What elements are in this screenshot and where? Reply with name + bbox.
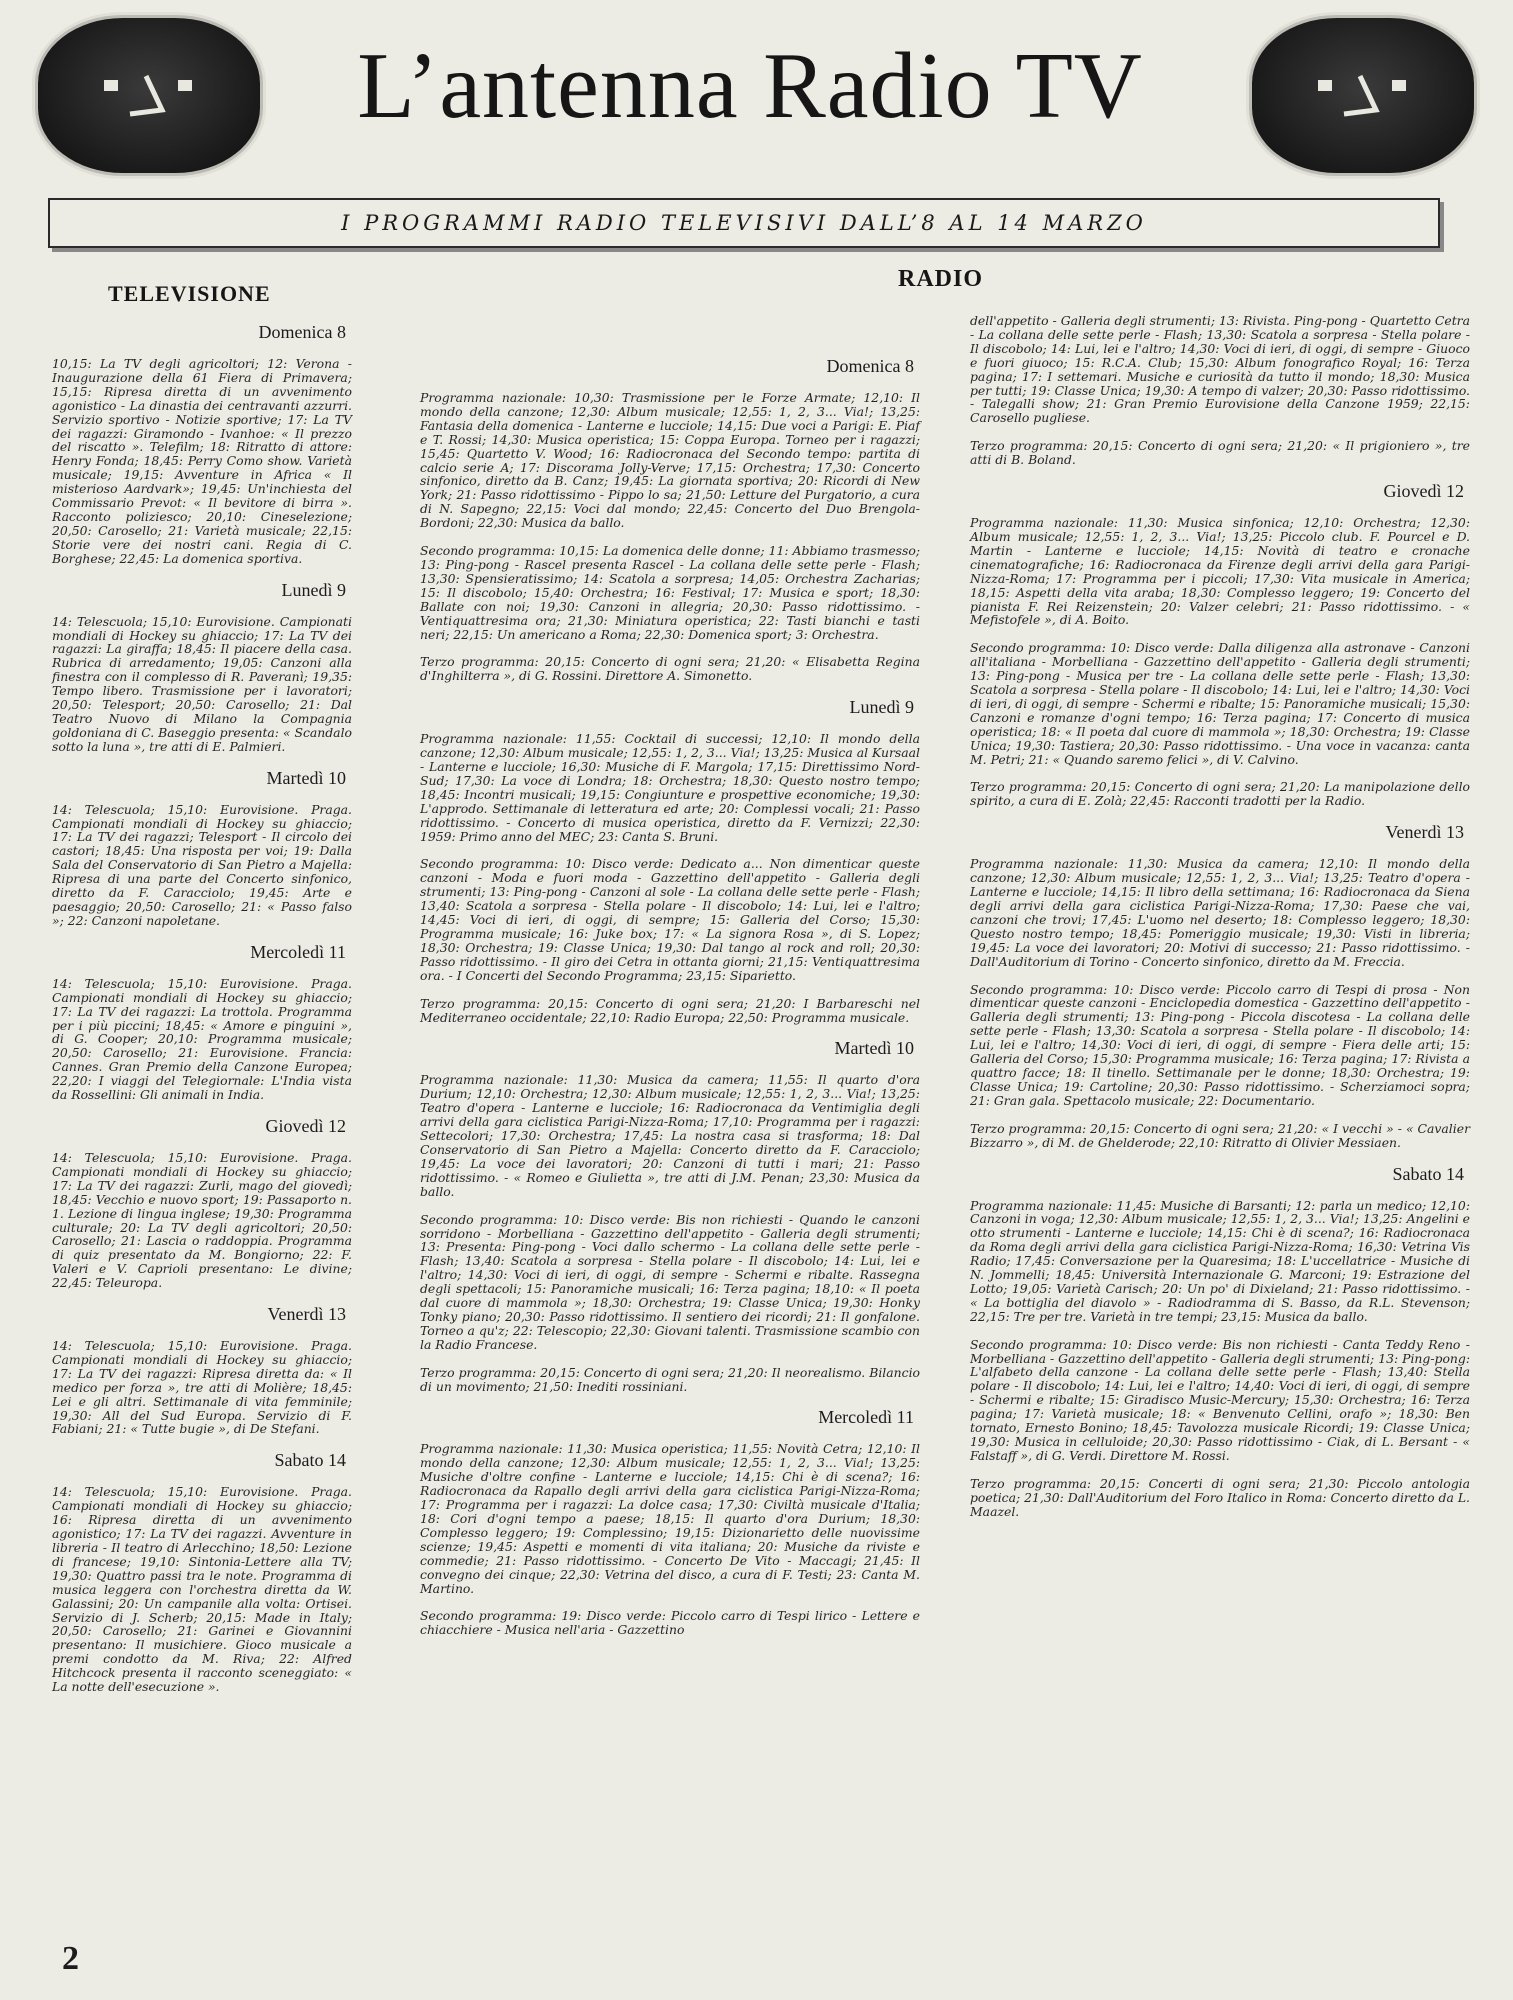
day-heading: Mercoledì 11: [818, 1407, 914, 1428]
program-listing: Terzo programma: 20,15: Concerto di ogni sera; 21,20: « I vecchi » - « Cavalier Bizzarro », di M. de Ghelderode; 22,10: Ritratto di Olivier Messiaen.: [970, 1120, 1470, 1150]
program-listing: 14: Telescuola; 15,10: Eurovisione. Praga. Campionati mondiali di Hockey su ghiaccio; 17: La TV dei ragazzi: Zurli, mago del giovedì; 18,45: Vecchio e nuovo sport; 19: Passaporto n. 1. Lezione di lingua inglese; 19,30: Programma culturale; 20: La TV degli agricoltori; 20,50: Carosello; 21: Lascia o raddoppia. Programma di quiz presentato da M. Bongiorno; 22: F. Valeri e V. Caprioli presentano: Le divine; 22,45: Teleuropa.: [52, 1149, 352, 1291]
program-listing: Secondo programma: 19: Disco verde: Piccolo carro di Tespi lirico - Lettere e chiacchiere - Musica nell'aria - Gazzettino: [420, 1608, 920, 1638]
program-listing: Secondo programma: 10,15: La domenica delle donne; 11: Abbiamo trasmesso; 13: Ping-pong - Rascel presenta Rascel - La collana delle sette perle - Flash; 13,30: Spensieratissimo; 14: Scatola a sorpresa; 14,05: Orchestra Zacharias; 15: Il discobolo; 15,40: Orchestra; 16: Festival; 17: Musica e sport; 18,30: Ballate con noi; 19,30: Canzoni in allegria; 20,30: Passo ridottissimo. - Ventiquattresima ora; 21,30: Miniatura operistica; 22: Tasti bianchi e tasti neri; 22,15: Un americano a Roma; 22,30: Domenica sport; 3: Orchestra.: [420, 543, 920, 642]
day-heading: Venerdì 13: [1385, 822, 1464, 843]
program-listing: Terzo programma: 20,15: Concerto di ogni sera; 21,20: Il neorealismo. Bilancio di un movimento; 21,50: Inediti rossiniani.: [420, 1364, 920, 1394]
day-heading: Martedì 10: [834, 1038, 914, 1059]
program-listing: Terzo programma: 20,15: Concerto di ogni sera; 21,20: « Elisabetta Regina d'Inghilterra », di G. Rossini. Direttore A. Simonetto.: [420, 654, 920, 684]
program-listing: Terzo programma: 20,15: Concerto di ogni sera; 21,20: « Il prigioniero », tre atti di B. Boland.: [970, 438, 1470, 468]
program-listing: Secondo programma: 10: Disco verde: Bis non richiesti - Quando le canzoni sorridono - Morbelliana - Gazzettino dell'appetito - Galleria degli strumenti; 13: Presenta: Ping-pong - Voci dallo schermo - La collana delle sette perle - Flash; 13,40: Scatola a sorpresa - Stella polare - Il discobolo; 14: Lui, lei e l'altro; 14,30: Voci di ieri, di oggi, di sempre - Schermi e ribalte. Rassegna degli spettacoli; 15: Panoramiche musicali; 16: Terza pagina; 18,10: « Il poeta dal cuore di mammola »; 18,30: Orchestra; 19: Classe Unica; 19,30: Honky Tonky piano; 20,30: Passo ridottissimo. Il sentiero dei ricordi; 21: Il gonfalone. Torneo a qu'z; 22: Telescopio; 22,30: Giovani talenti. Trasmissione scambio con la Radio Francese.: [420, 1211, 920, 1352]
program-listing: Secondo programma: 10: Disco verde: Dedicato a... Non dimenticar queste canzoni - Moda e fuori moda - Gazzettino dell'appetito - Galleria degli strumenti; 13: Ping-pong - Canzoni al sole - La collana delle sette perle - Flash; 13,40: Scatola a sorpresa - Stella polare - Il discobolo; 14: Lui, lei e l'altro; 14,45: Voci di ieri, di oggi, di sempre; 15: Galleria del Corso; 15,30: Programma musicale; 16: Juke box; 17: « La signora Rosa », di S. Lopez; 18,30: Orchestra; 19: Classe Unica; 19,30: Dal tango al rock and roll; 20,30: Passo ridottissimo. - Il giro dei Cetra in ottanta giorni; 21,15: Ventiquattresima ora. - I Concerti del Secondo Programma; 23,15: Siparietto.: [420, 856, 920, 983]
program-listing: Programma nazionale: 11,30: Musica da camera; 11,55: Il quarto d'ora Durium; 12,10: Orchestra; 12,30: Album musicale; 12,55: 1, 2, 3... Via!; 13,25: Teatro d'opera - Lanterne e lucciole; 16: Radiocronaca da Ventimiglia degli arrivi della gara ciclistica Parigi-Nizza-Roma; 17,10: Programma per i ragazzi: Settecolori; 17,30: Orchestra; 17,45: La nostra casa si trasforma; 18: Dal Conservatorio di San Pietro a Majella: Concerto diretto da F. Caracciolo; 19,45: La voce dei lavoratori; 20: Canzoni di tutti i mari; 21: Passo ridottissimo. - « Romeo e Giulietta », tre atti di J.M. Penan; 23,30: Musica da ballo.: [420, 1072, 920, 1199]
program-listing: 14: Telescuola; 15,10: Eurovisione. Praga. Campionati mondiali di Hockey su ghiaccio; 17: La TV dei ragazzi: La trottola. Programma per i più piccini; 18,45: « Amore e pinguini », di G. Cooper; 20,10: Programma musicale; 20,50: Carosello; 21: Eurovisione. Francia: Cannes. Gran Premio della Canzone Europea; 22,20: I viaggi del Telegiornale: L'India vista da Rossellini: Gli animali in India.: [52, 975, 352, 1103]
program-listing: 10,15: La TV degli agricoltori; 12: Verona - Inaugurazione della 61 Fiera di Primavera; 15,15: Ripresa diretta di un avvenimento agonistico - La dinastia dei centravanti azzurri. Servizio sportivo - Notizie sportive; 17: La TV dei ragazzi: Giramondo - Ivanhoe: « Il prezzo del riscatto ». Telefilm; 18: Ritratto di attore: Henry Fonda; 18,45: Perry Como show. Varietà musicale; 19,15: Avventure in Africa « Il misterioso Aardvark»; 19,45: Un'inchiesta del Commissario Prevot: « Il bevitore di birra ». Racconto poliziesco; 20,10: Cineselezione; 20,50: Carosello; 21: Varietà musicale; 22,15: Storie vere dei nostri cani. Regia di C. Borghese; 22,45: La domenica sportiva.: [52, 356, 352, 566]
day-heading: Sabato 14: [1392, 1163, 1464, 1184]
program-listing: Secondo programma: 10: Disco verde: Piccolo carro di Tespi di prosa - Non dimenticar queste canzoni - Enciclopedia domestica - Gazzettino dell'appetito - Galleria degli strumenti; 13: Ping-pong - Piccola discotesa - La collana delle sette perle - Flash; 13,30: Scatola a sorpresa - Stella polare - Il discobolo; 14: Lui, lei e l'altro; 14,30: Voci di ieri, di oggi, di sempre - Fiera delle arti; 15: Galleria del Corso; 15,30: Programma musicale; 16: Terza pagina; 17: Rivista a quattro facce; 18: Il tinello. Settimanale per le donne; 18,30: Orchestra; 19: Classe Unica; 19: Cartoline; 20,30: Passo ridottissimo. - Scherziamoci sopra; 21: Gran gala. Spettacolo musicale; 22: Documentario.: [970, 981, 1470, 1108]
day-heading: Giovedì 12: [1383, 481, 1464, 502]
tv-column: [52, 322, 352, 1708]
program-listing: 14: Telescuola; 15,10: Eurovisione. Praga. Campionati mondiali di Hockey su ghiaccio; 16: Ripresa diretta di un avvenimento agonistico; 17: La TV dei ragazzi. Avventure in libreria - Il teatro di Arlecchino; 18,50: Lezione di francese; 19,10: Sintonia-Lettere alla TV; 19,30: Quattro passi tra le note. Programma di musica leggera con l'orchestra diretta da W. Galassini; 20: Un campanile alla volta: Ortisei. Servizio di J. Scherb; 20,15: Made in Italy; 20,50: Carosello; 21: Garinei e Giovannini presentano: Il musichiere. Gioco musicale a premi condotto da M. Riva; 22: Alfred Hitchcock presenta il racconto sceneggiato: « La notte dell'esecuzione ».: [52, 1484, 352, 1695]
schedule-banner: I PROGRAMMI RADIO TELEVISIVI DALL’8 AL 14 MARZO: [48, 198, 1440, 248]
program-listing: Terzo programma: 20,15: Concerto di ogni sera; 21,20: La manipolazione dello spirito, a cura di E. Zolà; 22,45: Racconti tradotti per la Radio.: [970, 779, 1470, 809]
program-listing: 14: Telescuola; 15,10: Eurovisione. Praga. Campionati mondiali di Hockey su ghiaccio; 17: La TV dei ragazzi; Telesport - Il circolo dei castori; 18,45: Una risposta per voi; 19: Dalla Sala del Conservatorio di San Pietro a Majella: Ripresa di una parte del Concerto sinfonico, diretto da F. Caracciolo; 19,45: Arte e paesaggio; 20,50: Carosello; 21: « Passo falso »; 22: Canzoni napoletane.: [52, 801, 352, 928]
program-listing: Programma nazionale: 10,30: Trasmissione per le Forze Armate; 12,10: Il mondo della canzone; 12,30: Album musicale; 12,55: 1, 2, 3... Via!; 13,25: Fantasia della domenica - Lanterne e lucciole; 14,15: Due voci a Parigi: E. Piaf e T. Rossi; 14,30: Musica operistica; 15: Coppa Europa. Torneo per i ragazzi; 15,45: Quartetto V. Wood; 16: Radiocronaca del Secondo tempo: partita di calcio serie A; 17: Discorama Jolly-Verve; 17,15: Orchestra; 17,30: Concerto sinfonico, diretto da B. Canz; 19,45: La giornata sportiva; 20: Ricordi di New York; 21: Passo ridottissimo - Pippo lo sa; 21,50: Letture del Purgatorio, a cura di N. Sapegno; 22,15: Voci dal mondo; 22,45: Concerto del Duo Brengola-Bordoni; 22,30: Musica da ballo.: [420, 390, 920, 531]
program-listing: Programma nazionale: 11,30: Musica da camera; 12,10: Il mondo della canzone; 12,30: Album musicale; 12,55: 1, 2, 3... Via!; 13,25: Teatro d'opera - Lanterne e lucciole; 14,15: Il libro della settimana; 16: Radiocronaca da Siena degli arrivi della gara ciclistica Parigi-Nizza-Roma; 17,30: Paese che vai, canzoni che trovi; 17,45: L'uomo nel deserto; 18: Complesso leggero; 18,30: Questo nostro tempo; 18,45: Pomeriggio musicale; 19,30: Visti in libreria; 19,45: La voce dei lavoratori; 20: Motivi di successo; 21: Passo ridottissimo. - Dall'Auditorium di Torino - Concerto sinfonico, diretto da M. Freccia.: [970, 856, 1470, 969]
day-heading: Domenica 8: [826, 356, 914, 376]
tv-face-logo-right-icon: [1252, 18, 1474, 173]
program-listing: dell'appetito - Galleria degli strumenti; 13: Rivista. Ping-pong - Quartetto Cetra - La collana delle sette perle - Flash; 13,30: Scatola a sorpresa - Stella polare - Il discobolo; 14: Lui, lei e l'altro; 14,30: Voci di ieri, di oggi, di sempre - Giuoco e fuori giuoco; 15: R.C.A. Club; 15,30: Album fonografico Royal; 16: Terza pagina; 17: I settemari. Musiche e curiosità da tutto il mondo; 18,30: Musica per tutti; 19: Classe Unica; 19,30: A tempo di valzer; 20,30: Passo ridottissimo. - Talegalli show; 21: Gran Premio Eurovisione della Canzone 1959; 22,15: Carosello pugliese.: [970, 313, 1470, 426]
masthead-title: L’antenna Radio TV: [357, 34, 1143, 138]
page-number: 2: [62, 1940, 79, 1977]
program-listing: 14: Telescuola; 15,10: Eurovisione. Praga. Campionati mondiali di Hockey su ghiaccio; 17: La TV dei ragazzi: Ripresa diretta da: « Il medico per forza », tre atti di Molière; 18,45: Lei e gli altri. Settimanale di vita femminile; 19,30: All del Sud Europa. Servizio di F. Fabiani; 21: « Tutte bugie », di De Stefani.: [52, 1338, 352, 1437]
radio-column-2: [970, 314, 1470, 1533]
day-heading: Domenica 8: [258, 322, 346, 342]
radio-heading: RADIO: [898, 266, 984, 292]
program-listing: Secondo programma: 10: Disco verde: Dalla diligenza alla astronave - Canzoni all'italiana - Morbelliana - Gazzettino dell'appetito - Galleria degli strumenti; 13: Ping-pong - Musica per tre - La collana delle sette perle - Flash; 13,30: Scatola a sorpresa - Stella polare - Il discobolo; 14: Lui, lei e l'altro; 14,30: Voci di ieri, di oggi, di sempre - Schermi e ribalte; 15: Panoramiche musicali; 15,30: Canzoni e romanze d'ogni tempo; 16: Terza pagina; 17: Concerto di musica operistica; 18: « Il poeta dal cuore di mammola »; 18,30: Orchestra; 19: Classe Unica; 19,30: Tastiera; 20,30: Passo ridottissimo. - Una voce in vacanza: canta M. Petri; 21: « Quando saremo felici », di V. Calvino.: [970, 640, 1470, 767]
tv-heading: TELEVISIONE: [108, 281, 271, 306]
program-listing: Terzo programma: 20,15: Concerti di ogni sera; 21,30: Piccolo antologia poetica; 21,30: Dall'Auditorium del Foro Italico in Roma: Concerto diretto da L. Maazel.: [970, 1475, 1470, 1519]
program-listing: Programma nazionale: 11,30: Musica operistica; 11,55: Novità Cetra; 12,10: Il mondo della canzone; 12,30: Album musicale; 12,55: 1, 2, 3... Via!; 13,25: Musiche d'oltre confine - Lanterne e lucciole; 14,15: Chi è di scena?; 16: Radiocronaca da Rapallo degli arrivi della gara ciclistica Parigi-Nizza-Roma; 17: Programma per i ragazzi: La dolce casa; 17,30: Civiltà musicale d'Italia; 18: Cori d'ogni tempo a paese; 18,15: Il quarto d'ora Durium; 18,30: Complesso leggero; 19: Complessino; 19,15: Dizionarietto delle nuovissime scienze; 19,45: Aspetti e momenti di vita italiana; 20: Musiche da riviste e commedie; 21: Passo ridottissimo. - Concerto De Vito - Maccagi; 21,45: Il convegno dei cinque; 22,30: Vetrina del disco, a cura di F. Testi; 23: Canta M. Martino.: [420, 1441, 920, 1596]
radio-column-1: [420, 356, 920, 1651]
day-heading: Lunedì 9: [281, 579, 346, 600]
day-heading: Giovedì 12: [265, 1115, 346, 1136]
tv-face-logo-left-icon: [38, 18, 260, 173]
day-heading: Martedì 10: [266, 767, 346, 788]
program-listing: Programma nazionale: 11,30: Musica sinfonica; 12,10: Orchestra; 12,30: Album musicale; 12,55: 1, 2, 3... Via!; 13,25: Piccolo club. F. Pourcel e D. Martin - Lanterne e lucciole; 14,15: Novità di teatro e cronache cinematografiche; 16: Radiocronaca da Firenze degli arrivi della gara Parigi-Nizza-Roma; 17: Programma per i piccoli; 17,30: Vita musicale in America; 18,15: Aspetti della vita araba; 18,30: Complesso leggero; 19: Concerto del pianista F. Rei Reizenstein; 20: Valzer celebri; 21: Passo ridottissimo. - « Mefistofele », di A. Boito.: [970, 515, 1470, 628]
program-listing: Secondo programma: 10: Disco verde: Bis non richiesti - Canta Teddy Reno - Morbelliana - Gazzettino dell'appetito - Galleria degli strumenti; 13: Ping-pong: L'alfabeto della canzone - La collana delle sette perle - Flash; 13,40: Stella polare - Il discobolo; 14: Lui, lei e l'altro; 14,40: Voci di ieri, di oggi, di sempre - Schermi e ribalte; 15: Giradisco Music-Mercury; 15,30: Orchestra; 16: Terza pagina; 17: Varietà musicale; 18: « Benvenuto Cellini, orafo »; 18,30: Ben tornato, Ernesto Bonino; 18,45: Tavolozza musicale Ricordi; 19: Classe Unica; 19,30: Musica in celluloide; 20,30: Passo ridottissimo - Ciak, di L. Bersant - « Falstaff », di G. Verdi. Direttore M. Rossi.: [970, 1336, 1470, 1463]
day-heading: Lunedì 9: [849, 697, 914, 718]
day-heading: Mercoledì 11: [250, 941, 346, 962]
program-listing: Programma nazionale: 11,55: Cocktail di successi; 12,10: Il mondo della canzone; 12,30: Album musicale; 12,55: 1, 2, 3... Via!; 13,25: Musica al Kursaal - Lanterne e lucciole; 16,30: Musiche di F. Margola; 17,15: Direttissimo Nord-Sud; 17,30: La voce di Londra; 18: Orchestra; 18,30: Questo nostro tempo; 18,45: Incontri musicali; 19,15: Congiunture e prospettive economiche; 19,30: L'approdo. Settimanale di letteratura ed arte; 20: Complessi vocali; 21: Passo ridottissimo. - Concerto di musica operistica, diretto da F. Vernizzi; 22,30: 1959: Primo anno del MEC; 23: Canta S. Bruni.: [420, 731, 920, 844]
day-heading: Sabato 14: [274, 1450, 346, 1471]
program-listing: Programma nazionale: 11,45: Musiche di Barsanti; 12: parla un medico; 12,10: Canzoni in voga; 12,30: Album musicale; 12,55: 1, 2, 3... Via!; 13,25: Angelini e otto strumenti - Lanterne e lucciole; 14,15: Chi è di scena?; 16: Radiocronaca da Roma degli arrivi della gara ciclistica Parigi-Nizza-Roma; 16,30: Vetrina Vis Radio; 17,45: Conversazione per la Quaresima; 18: L'uccellatrice - Musiche di N. Jommelli; 18,45: Università Internazionale G. Marconi; 19: Estrazione del Lotto; 19,05: Varietà Carisch; 20: Un po' di Dixieland; 21: Passo ridottissimo. - « La bottiglia del diavolo » - Radiodramma di S. Basso, da R.L. Stevenson; 22,15: Tre per tre. Varietà in tre tempi; 23,15: Musica da ballo.: [970, 1197, 1470, 1324]
day-heading: Venerdì 13: [267, 1304, 346, 1325]
program-listing: Terzo programma: 20,15: Concerto di ogni sera; 21,20: I Barbareschi nel Mediterraneo occidentale; 22,10: Radio Europa; 22,50: Programma musicale.: [420, 995, 920, 1025]
program-listing: 14: Telescuola; 15,10: Eurovisione. Campionati mondiali di Hockey su ghiaccio; 17: La TV dei ragazzi: La giraffa; 18,45: Il piacere della casa. Rubrica di arredamento; 19,05: Canzoni alla finestra con il complesso di R. Paveranì; 19,35: Tempo libero. Trasmissione per i lavoratori; 20,50: Telesport; 20,50: Carosello; 21: Dal Teatro Nuovo di Milano la Compagnia goldoniana di C. Baseggio presenta: « Scandalo sotto la luna », tre atti di E. Palmieri.: [52, 613, 352, 754]
